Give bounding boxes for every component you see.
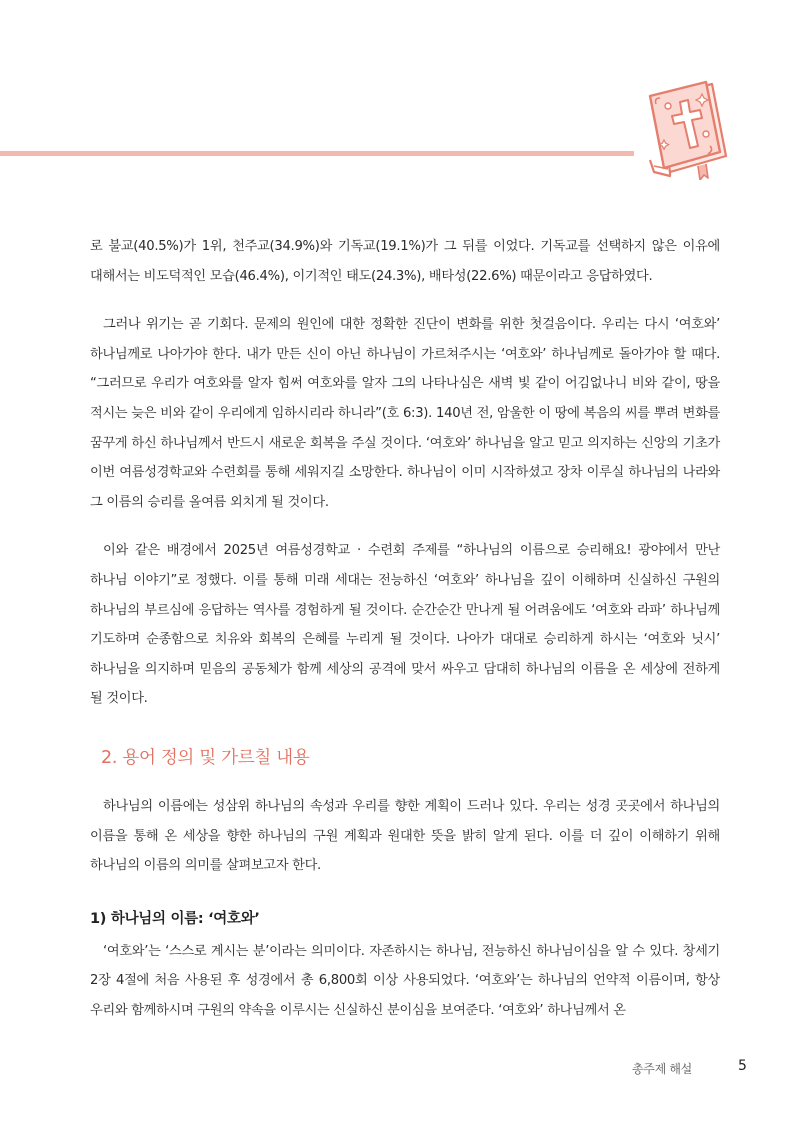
main-content xyxy=(90,232,720,1044)
subsection-1-title: 1) 하나님의 이름: ‘여호와’ xyxy=(90,910,260,927)
section-2-title: 2. 용어 정의 및 가르칠 내용 xyxy=(101,747,310,768)
subsection-1-text: ‘여호와’는 ‘스스로 계시는 분’이라는 의미이다. 자존하시는 하나님, 전능하신 하나님이심을 알 수 있다. 창세기 2장 4절에 처음 사용된 후 성경에서 총 6,800회 이상 사용되었다. ‘여호와’는 하나님의 언약적 이름이며, 항상 우리와 함께하시며 구원의 약속을 이루시는 신실하신 분이심을 보여준다. ‘여호와’ 하나님께서 온 xyxy=(90,943,720,1018)
header-rule xyxy=(0,151,634,156)
body-paragraph-1: 로 불교(40.5%)가 1위, 천주교(34.9%)와 기독교(19.1%)가 그 뒤를 이었다. 기독교를 선택하지 않은 이유에 대해서는 비도덕적인 모습(46.4%), 이기적인 태도(24.3%), 배타성(22.6%) 때문이라고 응답하였다. xyxy=(90,239,720,284)
page-number: 5 xyxy=(738,1058,747,1074)
footer-section-label: 총주제 해설 xyxy=(632,1062,692,1076)
bible-icon xyxy=(640,76,740,180)
body-paragraph-3: 이와 같은 배경에서 2025년 여름성경학교 · 수련회 주제를 “하나님의 이름으로 승리해요! 광야에서 만난 하나님 이야기”로 정했다. 이를 통해 미래 세대는 전능하신 ‘여호와’ 하나님을 깊이 이해하며 신실하신 구원의 하나님의 부르심에 응답하는 역사를 경험하게 될 것이다. 순간순간 만나게 될 어려움에도 ‘여호와 라파’ 하나님께 기도하며 순종함으로 치유와 회복의 은혜를 누리게 될 것이다. 나아가 대대로 승리하게 하시는 ‘여호와 닛시’ 하나님을 의지하며 믿음의 공동체가 함께 세상의 공격에 맞서 싸우고 담대히 하나님의 이름을 온 세상에 전하게 될 것이다. xyxy=(90,543,720,707)
section-2-intro: 하나님의 이름에는 성삼위 하나님의 속성과 우리를 향한 계획이 드러나 있다. 우리는 성경 곳곳에서 하나님의 이름을 통해 온 세상을 향한 하나님의 구원 계획과 원대한 뜻을 밝히 알게 된다. 이를 더 깊이 이해하기 위해 하나님의 이름의 의미를 살펴보고자 한다. xyxy=(90,798,720,874)
body-paragraph-2: 그러나 위기는 곧 기회다. 문제의 원인에 대한 정확한 진단이 변화를 위한 첫걸음이다. 우리는 다시 ‘여호와’ 하나님께로 나아가야 한다. 내가 만든 신이 아닌 하나님이 가르쳐주시는 ‘여호와’ 하나님께로 돌아가야 할 때다. “그러므로 우리가 여호와를 알자 힘써 여호와를 알자 그의 나타나심은 새벽 빛 같이 어김없나니 비와 같이, 땅을 적시는 늦은 비와 같이 우리에게 임하시리라 하니라”(호 6:3). 140년 전, 암울한 이 땅에 복음의 씨를 뿌려 변화를 꿈꾸게 하신 하나님께서 반드시 새로운 회복을 주실 것이다. ‘여호와’ 하나님을 알고 믿고 의지하는 신앙의 기초가 이번 여름성경학교와 수련회를 통해 세워지길 소망한다. 하나님이 이미 시작하셨고 장차 이루실 하나님의 나라와 그 이름의 승리를 올여름 외치게 될 것이다. xyxy=(90,317,720,510)
